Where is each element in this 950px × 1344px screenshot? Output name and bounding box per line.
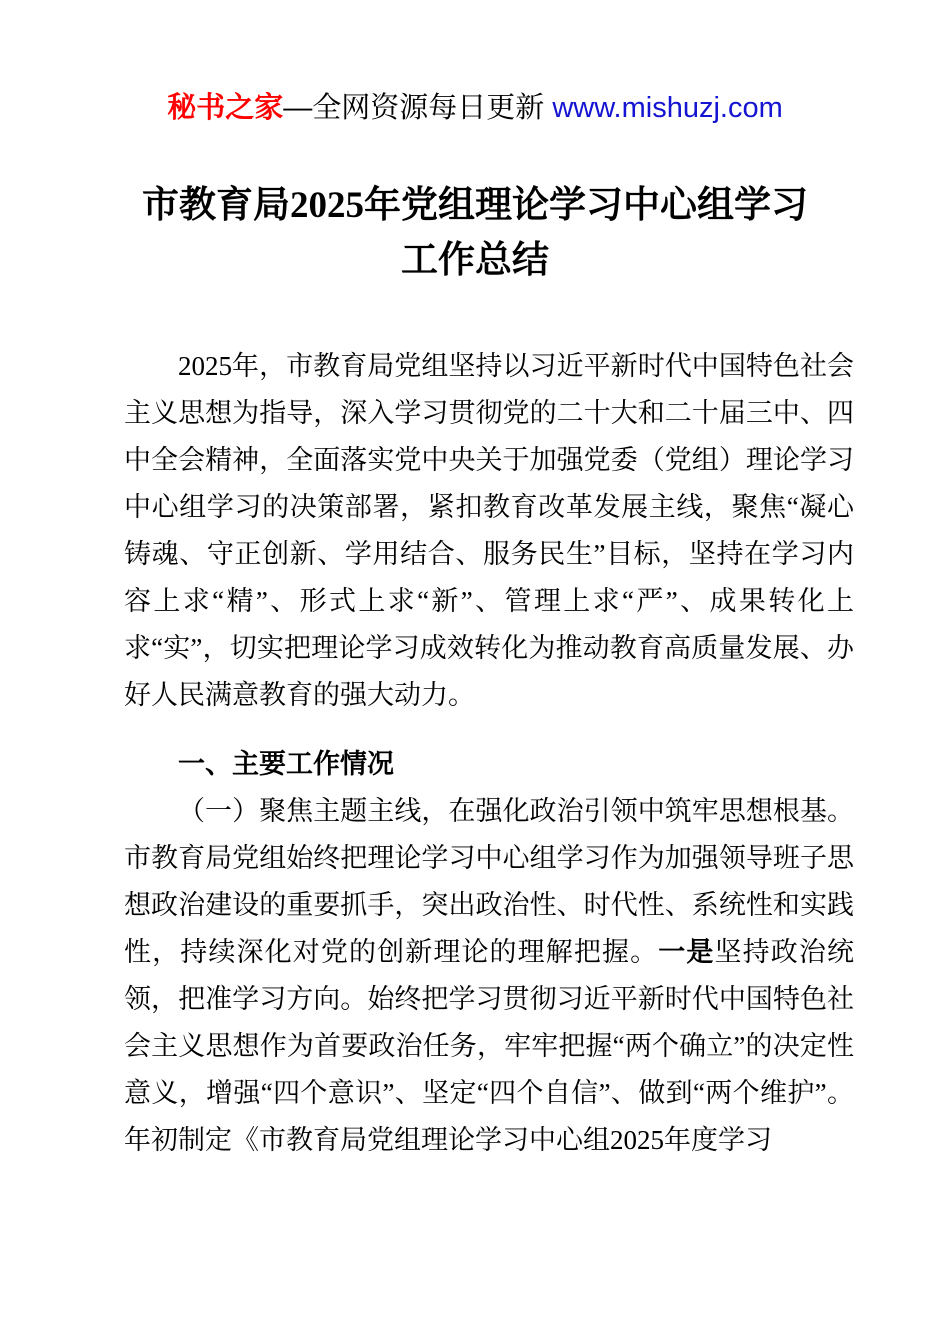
site-name: 秘书之家 bbox=[167, 92, 284, 124]
document-body bbox=[124, 343, 854, 1164]
document-title bbox=[60, 178, 890, 288]
subsection-1-lead: （一）聚焦主题主线，在强化政治引领中筑牢思想根基。 bbox=[178, 796, 854, 826]
paragraph-subsection-1 bbox=[124, 788, 854, 1164]
section-heading-1: 一、主要工作情况 bbox=[178, 749, 394, 779]
document-title-line1: 市教育局2025年党组理论学习中心组学习 bbox=[142, 185, 808, 226]
header-tagline: —全网资源每日更新 bbox=[283, 92, 553, 124]
site-url-link[interactable]: www.mishuzj.com bbox=[552, 92, 783, 124]
paragraph-intro: 2025年，市教育局党组坚持以习近平新时代中国特色社会主义思想为指导，深入学习贯彻党的二十大和二十届三中、四中全会精神，全面落实党中央关于加强党委（党组）理论学习中心组学习的决策部署，紧扣教育改革发展主线，聚焦“凝心铸魂、守正创新、学用结合、服务民生”目标，坚持在学习内容上求“精”、形式上求“新”、管理上求“严”、成果转化上求“实”，切实把理论学习成效转化为推动教育高质量发展、办好人民满意教育的强大动力。 bbox=[124, 351, 854, 710]
document-title-line2: 工作总结 bbox=[401, 240, 549, 281]
site-header bbox=[0, 0, 950, 128]
subsection-1-body-pre: 市教育局党组始终把理论学习中心组学习作为加强领导班子思想政治建设的重要抓手，突出政治性、时代性、系统性和实践性，持续深化对党的创新理论的理解把握。 bbox=[124, 843, 854, 967]
subsection-1-emphasis: 一是 bbox=[658, 937, 715, 967]
subsection-1-body-post: 坚持政治统领，把准学习方向。始终把学习贯彻习近平新时代中国特色社会主义思想作为首要政治任务，牢牢把握“两个确立”的决定性意义，增强“四个意识”、坚定“四个自信”、做到“两个维护”。年初制定《市教育局党组理论学习中心组2025年度学习 bbox=[124, 937, 855, 1155]
